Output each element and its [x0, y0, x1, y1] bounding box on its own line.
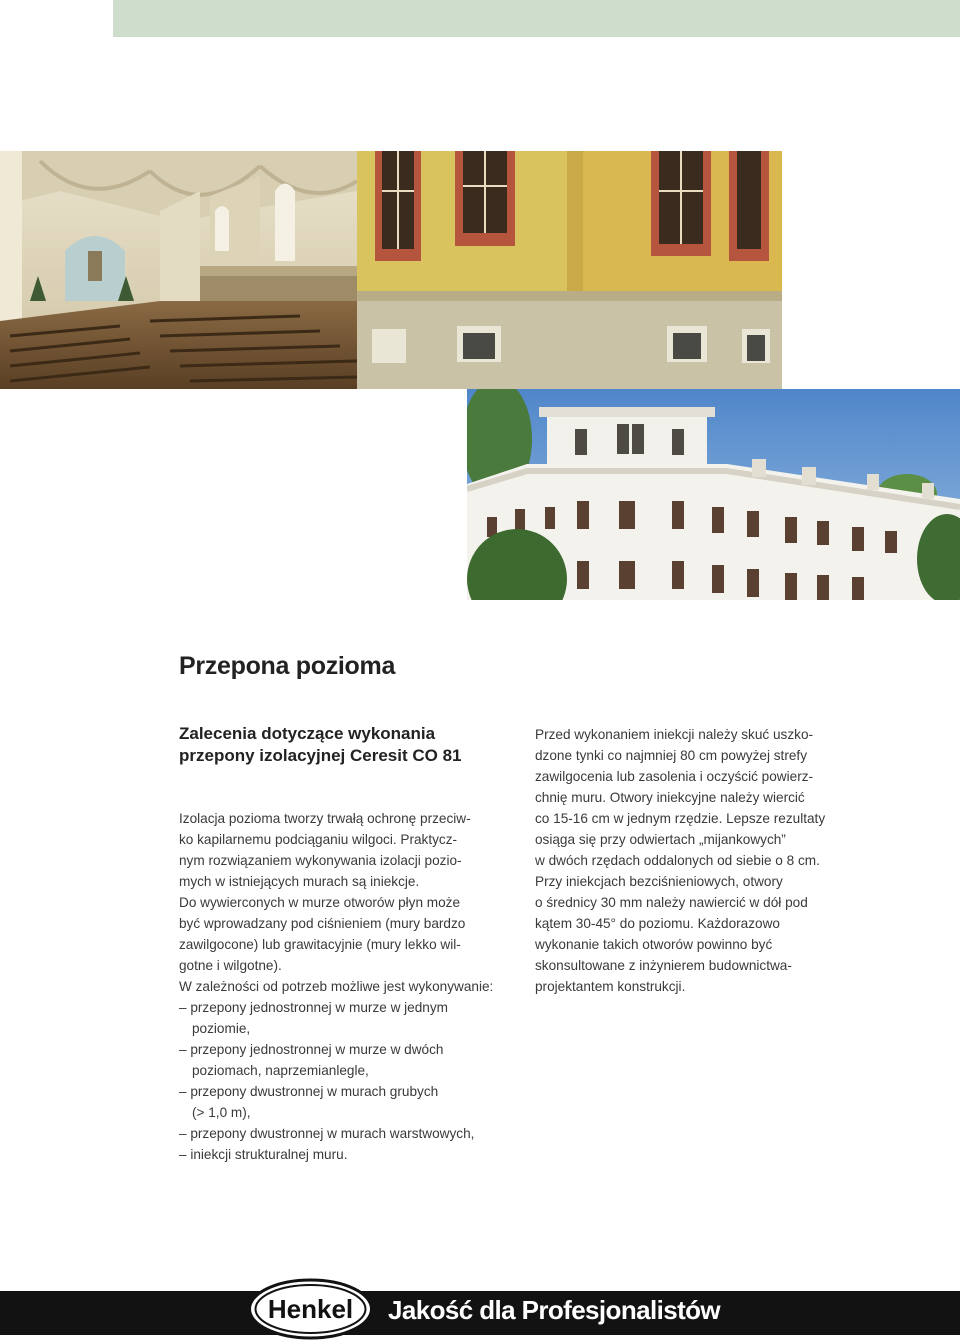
text-line: Przy iniekcjach bezciśnieniowych, otwory [535, 874, 783, 889]
footer-slogan: Jakość dla Profesjonalistów [388, 1295, 721, 1325]
text-line: być wprowadzany pod ciśnieniem (mury bardzo [179, 916, 466, 931]
subheading-line-2: przepony izolacyjnej Ceresit CO 81 [179, 746, 462, 765]
page-heading: Przepona pozioma [179, 652, 396, 680]
text-line: zawilgocenia lub zasolenia i oczyścić powierz- [535, 769, 814, 784]
list-item-continuation: (> 1,0 m), [192, 1105, 251, 1120]
text-line: ko kapilarnemu podciąganiu wilgoci. Praktycz- [179, 832, 458, 847]
text-line: co 15-16 cm w jednym rzędzie. Lepsze rezultaty [535, 811, 826, 826]
church-interior-photo [0, 151, 357, 389]
text-line: skonsultowane z inżynierem budownictwa- [535, 958, 792, 973]
text-line: wykonanie takich otworów powinno być [535, 937, 773, 952]
top-decorative-band [113, 0, 960, 37]
yellow-facade-photo [357, 151, 782, 389]
text-line: projektantem konstrukcji. [535, 979, 686, 994]
section-subheading [179, 723, 461, 767]
list-item: – przepony jednostronnej w murze w jednym [179, 1000, 448, 1015]
text-line: zawilgocone) lub grawitacyjnie (mury lekko wil- [179, 937, 461, 952]
text-line: osiąga się przy odwiertach „mijankowych” [535, 832, 786, 847]
list-item-continuation: poziomie, [192, 1021, 251, 1036]
text-line: W zależności od potrzeb możliwe jest wykonywanie: [179, 979, 494, 994]
text-line: nym rozwiązaniem wykonywania izolacji pozio- [179, 853, 462, 868]
right-text-column [535, 724, 855, 997]
text-line: chnię muru. Otwory iniekcyjne należy wiercić [535, 790, 805, 805]
henkel-logo-text: Henkel [267, 1294, 354, 1324]
list-item: – iniekcji strukturalnej muru. [179, 1147, 348, 1162]
henkel-logo [247, 1278, 374, 1340]
list-item-continuation: poziomach, naprzemianlegle, [192, 1063, 369, 1078]
list-item: – przepony jednostronnej w murze w dwóch [179, 1042, 444, 1057]
white-palace-photo [467, 389, 960, 600]
left-text-column [179, 808, 499, 1165]
text-line: kątem 30-45° do poziomu. Każdorazowo [535, 916, 780, 931]
text-line: gotne i wilgotne). [179, 958, 282, 973]
text-line: mych w istniejących murach są iniekcje. [179, 874, 420, 889]
text-line: Przed wykonaniem iniekcji należy skuć uszko- [535, 727, 814, 742]
text-line: dzone tynki co najmniej 80 cm powyżej strefy [535, 748, 807, 763]
text-line: Izolacja pozioma tworzy trwałą ochronę przeciw- [179, 811, 471, 826]
list-item: – przepony dwustronnej w murach warstwowych, [179, 1126, 475, 1141]
text-line: o średnicy 30 mm należy nawiercić w dół pod [535, 895, 808, 910]
subheading-line-1: Zalecenia dotyczące wykonania [179, 724, 436, 743]
list-item: – przepony dwustronnej w murach grubych [179, 1084, 439, 1099]
text-line: Do wywierconych w murze otworów płyn może [179, 895, 461, 910]
text-line: w dwóch rzędach oddalonych od siebie o 8 cm. [535, 853, 820, 868]
